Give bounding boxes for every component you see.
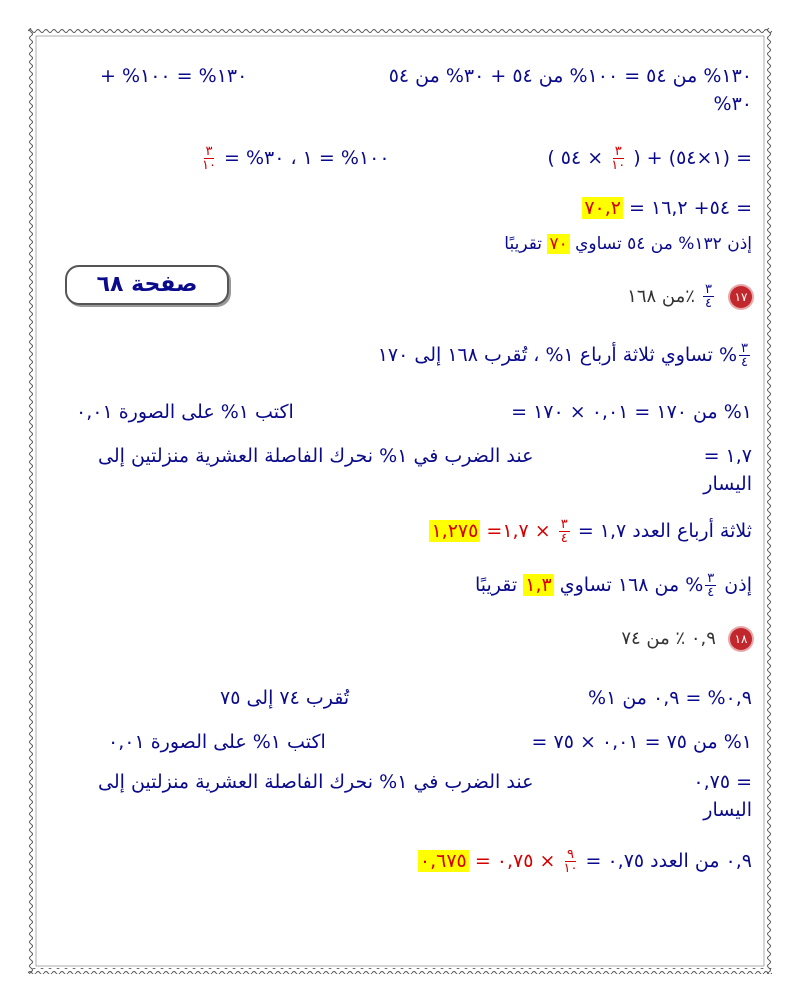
q18-step-3-right: = ٠,٧٥	[693, 771, 752, 793]
q18-step-4-b: × ٠,٧٥ =	[474, 850, 556, 872]
fraction-denominator: ٤	[707, 585, 715, 600]
fraction-numerator: ٣	[205, 144, 213, 159]
conclusion-text-a: إذن ١٣٢% من ٥٤ تساوي	[575, 234, 752, 254]
q17-step-1	[378, 342, 752, 369]
fraction-3-4	[705, 572, 716, 599]
q17-step-4	[429, 518, 752, 545]
question-17-header	[627, 283, 752, 310]
q18-step-3-wrap: اليسار	[703, 799, 752, 821]
fraction-denominator: ٤	[560, 531, 568, 546]
highlight-result: ١,٣	[525, 574, 552, 596]
fraction-3-4	[703, 283, 714, 310]
calc-line-1-wrap: ٣٠%	[713, 93, 752, 115]
q18-step-1-right: ٠,٩% = ٠,٩ من ١%	[588, 687, 752, 709]
fraction-numerator: ٩	[566, 847, 574, 862]
fraction-numerator: ٣	[707, 571, 715, 586]
fraction-denominator: ١٠	[202, 158, 216, 173]
fraction-3-4	[739, 342, 750, 369]
question-18-header	[621, 626, 752, 651]
fraction-numerator: ٣	[704, 282, 712, 297]
q18-step-1-left: تُقرب ٧٤ إلى ٧٥	[220, 687, 350, 709]
conclusion-line-1	[504, 232, 752, 256]
calc-line-3	[582, 196, 752, 220]
highlight-result: ٠,٦٧٥	[419, 850, 467, 872]
q17-step-3-wrap: اليسار	[703, 473, 752, 495]
q17-step-1-text: % تساوي ثلاثة أرباع ١% ، تُقرب ١٦٨ إلى ١٧٠	[377, 344, 738, 366]
highlight-result: ٧٠,٢	[584, 197, 621, 219]
fraction-3-10	[611, 145, 625, 172]
calc-line-2-left	[200, 145, 390, 172]
calc-line-1-right: ١٣٠% من ٥٤ = ١٠٠% من ٥٤ + ٣٠% من ٥٤	[388, 65, 752, 87]
calc-line-3-eq: = ٥٤+ ١٦,٢ =	[629, 197, 752, 219]
q17-step-4-a: ثلاثة أرباع العدد ١,٧ =	[577, 520, 752, 542]
q17-step-3-left: عند الضرب في ١% نحرك الفاصلة العشرية منزلتين إلى	[98, 445, 534, 467]
calc-line-1-left: ١٣٠% = ١٠٠% +	[100, 65, 248, 87]
q17-step-2-left: اكتب ١% على الصورة ٠,٠١	[76, 401, 294, 423]
fraction-numerator: ٣	[614, 144, 622, 159]
q17-step-4-b: × ١,٧=	[486, 520, 551, 542]
q17-conclusion-a: إذن	[724, 574, 752, 596]
conclusion-text-b: تقريبًا	[504, 234, 543, 254]
question-17-title: ٪من ١٦٨	[627, 286, 695, 307]
q17-step-3-right: ١,٧ =	[703, 445, 752, 467]
highlight-result: ١,٢٧٥	[431, 520, 479, 542]
page-number-banner: صفحة ٦٨	[65, 265, 229, 305]
q17-conclusion	[475, 572, 752, 599]
fraction-denominator: ٤	[704, 296, 712, 311]
calc-line-2-part-a: = (١×٥٤) + (	[633, 147, 752, 169]
q17-conclusion-c: تقريبًا	[474, 574, 518, 596]
fraction-9-10	[563, 848, 577, 875]
fraction-3-10-b	[202, 145, 216, 172]
question-18-title: ٠,٩ ٪ من ٧٤	[621, 628, 716, 649]
question-number-badge: ١٧	[730, 286, 752, 308]
highlight-result: ٧٠	[549, 234, 568, 254]
fraction-numerator: ٣	[741, 341, 748, 356]
calc-line-2-left-text: ١٠٠% = ١ ، ٣٠% =	[224, 147, 390, 169]
q17-step-2-right: ١% من ١٧٠ = ٠,٠١ × ١٧٠ =	[511, 401, 752, 423]
calc-line-2-right	[547, 145, 752, 172]
fraction-3-4	[559, 518, 570, 545]
calc-line-2-part-b: × ٥٤ )	[547, 147, 604, 169]
question-number-badge: ١٨	[730, 628, 752, 650]
q18-step-2-left: اكتب ١% على الصورة ٠,٠١	[108, 731, 326, 753]
fraction-denominator: ١٠	[611, 158, 626, 173]
q17-conclusion-b: % من ١٦٨ تساوي	[559, 574, 704, 596]
fraction-numerator: ٣	[560, 517, 568, 532]
fraction-denominator: ١٠	[563, 861, 578, 876]
q18-step-4	[418, 848, 752, 875]
q18-step-4-a: ٠,٩ من العدد ٠,٧٥ =	[585, 850, 752, 872]
fraction-denominator: ٤	[741, 355, 748, 370]
q18-step-3-left: عند الضرب في ١% نحرك الفاصلة العشرية منزلتين إلى	[98, 771, 534, 793]
q18-step-2-right: ١% من ٧٥ = ٠,٠١ × ٧٥ =	[531, 731, 752, 753]
